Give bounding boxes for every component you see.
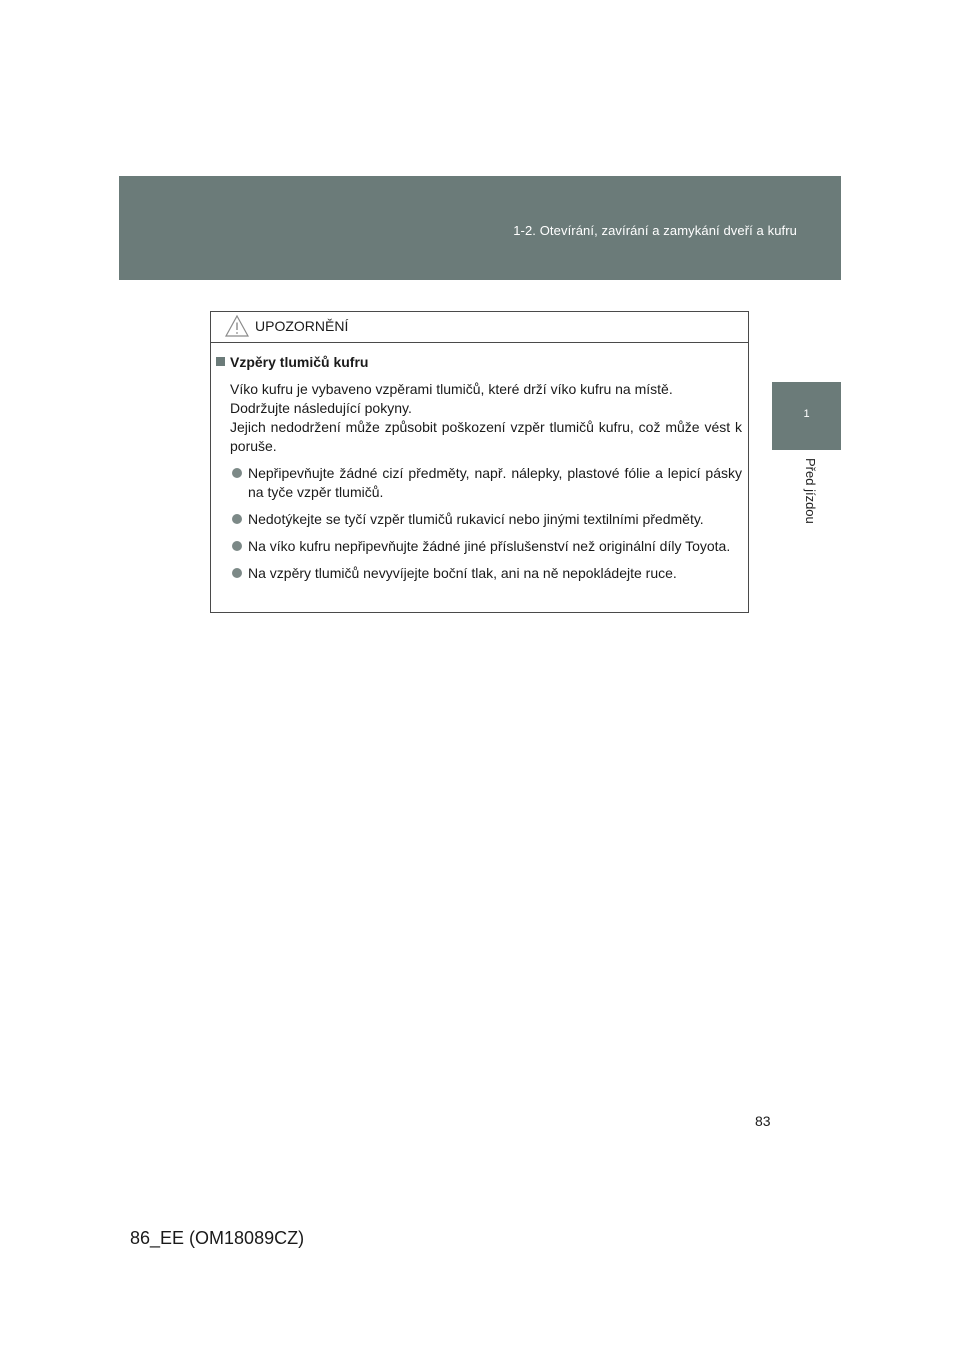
round-bullet-icon bbox=[232, 468, 242, 478]
caution-box bbox=[210, 311, 749, 613]
round-bullet-icon bbox=[232, 514, 242, 524]
section-title: 1-2. Otevírání, zavírání a zamykání dveří a kufru bbox=[513, 223, 797, 238]
round-bullet-icon bbox=[232, 541, 242, 551]
document-code: 86_EE (OM18089CZ) bbox=[130, 1228, 305, 1248]
list-item bbox=[216, 464, 742, 502]
chapter-tab bbox=[772, 382, 841, 450]
subheading bbox=[216, 353, 742, 372]
square-bullet-icon bbox=[216, 357, 225, 366]
chapter-header-band bbox=[119, 176, 841, 280]
chapter-name-tab bbox=[772, 450, 841, 710]
list-item-text: Nedotýkejte se tyčí vzpěr tlumičů rukavicí nebo jinými textilními předměty. bbox=[248, 511, 704, 527]
round-bullet-icon bbox=[232, 568, 242, 578]
chapter-name: Před jízdou bbox=[803, 458, 818, 524]
chapter-number: 1 bbox=[803, 408, 810, 420]
list-item-text: Nepřipevňujte žádné cizí předměty, např. nálepky, plastové fólie a lepicí pásky na tyče vzpěr tlumičů. bbox=[248, 465, 742, 500]
warning-triangle-icon bbox=[225, 315, 249, 337]
page-number: 83 bbox=[755, 1113, 771, 1129]
caution-body bbox=[211, 343, 748, 583]
list-item-text: Na víko kufru nepřipevňujte žádné jiné příslušenství než originální díly Toyota. bbox=[248, 538, 731, 554]
intro-line: Jejich nedodržení může způsobit poškození vzpěr tlumičů kufru, což může vést k poruše. bbox=[230, 419, 742, 454]
list-item bbox=[216, 564, 742, 583]
intro-line: Dodržujte následující pokyny. bbox=[230, 400, 412, 416]
caution-title: UPOZORNĚNÍ bbox=[255, 318, 349, 334]
list-item bbox=[216, 510, 742, 529]
subheading-text: Vzpěry tlumičů kufru bbox=[230, 354, 369, 370]
list-item bbox=[216, 537, 742, 556]
intro-line: Víko kufru je vybaveno vzpěrami tlumičů, které drží víko kufru na místě. bbox=[230, 381, 673, 397]
intro-paragraph bbox=[216, 380, 742, 456]
list-item-text: Na vzpěry tlumičů nevyvíjejte boční tlak, ani na ně nepokládejte ruce. bbox=[248, 565, 677, 581]
caution-header bbox=[211, 312, 748, 343]
